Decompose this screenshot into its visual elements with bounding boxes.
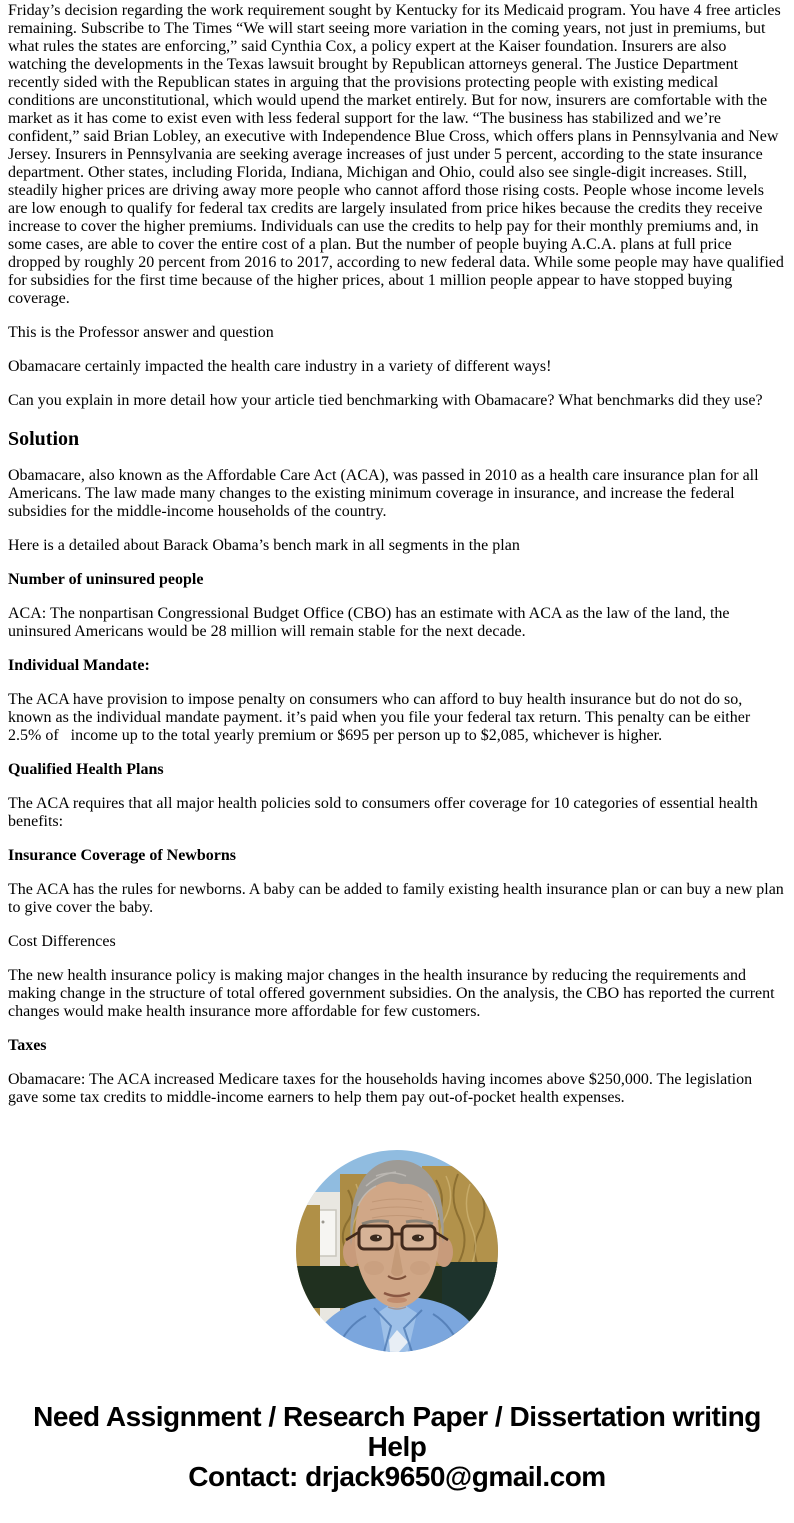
intro-paragraph: Friday’s decision regarding the work requirement sought by Kentucky for its Medicaid program. You have 4 free articles remaining. Subscribe to The Times “We will start seeing more variation in the coming years, not just in premiums, but what rules the states are enforcing,” said Cynthia Cox, a policy expert at the Kaiser foundation. Insurers are also watching the developments in the Texas lawsuit brought by Republican attorneys general. The Justice Department recently sided with the Republican states in arguing that the provisions protecting people with existing medical conditions are unconstitutional, which would upend the market entirely. But for now, insurers are comfortable with the market as it has come to exist even with less federal support for the law. “The business has stabilized and we’re confident,” said Brian Lobley, an executive with Independence Blue Cross, which offers plans in Pennsylvania and New Jersey. Insurers in Pennsylvania are seeking average increases of just under 5 percent, according to the state insurance department. Other states, including Florida, Indiana, Michigan and Ohio, could also see single-digit increases. Still, steadily higher prices are driving away more people who cannot afford those rising costs. People whose income levels are low enough to qualify for federal tax credits are largely insulated from price hikes because the credits they receive increase to cover the higher premiums. Individuals can use the credits to help pay for their monthly premiums and, in some cases, are able to cover the entire cost of a plan. But the number of people buying A.C.A. plans at full price dropped by roughly 20 percent from 2016 to 2017, according to new federal data. While some people may have qualified for subsidies for the first time because of the higher prices, about 1 million people appear to have stopped buying coverage. [8, 2, 784, 307]
author-avatar [8, 1150, 786, 1352]
document-body [8, 2, 786, 1492]
section-body-newborns: The ACA has the rules for newborns. A baby can be added to family existing health insurance plan or can buy a new plan to give cover the baby. [8, 881, 784, 916]
solution-heading: Solution [8, 428, 80, 450]
footer-cta [8, 1402, 786, 1492]
section-heading-qualified-plans: Qualified Health Plans [8, 761, 164, 778]
professor-note: This is the Professor answer and question [8, 324, 274, 341]
section-body-taxes: Obamacare: The ACA increased Medicare taxes for the households having incomes above $250,000. The legislation gave some tax credits to middle-income earners to help them pay out-of-pocket health expenses. [8, 1071, 753, 1106]
section-heading-newborns: Insurance Coverage of Newborns [8, 847, 236, 864]
cta-contact-line: Contact: drjack9650@gmail.com [188, 1461, 606, 1492]
cta-help-line: Need Assignment / Research Paper / Dissertation writing Help [33, 1401, 761, 1462]
question-line: Can you explain in more detail how your article tied benchmarking with Obamacare? What benchmarks did they use? [8, 392, 763, 409]
section-heading-mandate: Individual Mandate: [8, 657, 150, 674]
section-heading-taxes: Taxes [8, 1037, 47, 1054]
benchmark-note: Here is a detailed about Barack Obama’s bench mark in all segments in the plan [8, 537, 520, 554]
section-body-mandate: The ACA have provision to impose penalty on consumers who can afford to buy health insurance but do not do so, known as the individual mandate payment. it’s paid when you file your federal tax return. This penalty can be either 2.5% of income up to the total yearly premium or $695 per person up to $2,085, whichever is higher. [8, 691, 751, 744]
section-heading-cost-differences: Cost Differences [8, 933, 116, 950]
section-body-cost-differences: The new health insurance policy is making major changes in the health insurance by reducing the requirements and making change in the structure of total offered government subsidies. On the analysis, the CBO has reported the current changes would make health insurance more affordable for few customers. [8, 967, 775, 1020]
section-body-qualified-plans: The ACA requires that all major health policies sold to consumers offer coverage for 10 categories of essential health benefits: [8, 795, 758, 830]
section-heading-uninsured: Number of uninsured people [8, 571, 204, 588]
section-body-uninsured: ACA: The nonpartisan Congressional Budget Office (CBO) has an estimate with ACA as the law of the land, the uninsured Americans would be 28 million will remain stable for the next decade. [8, 605, 730, 640]
professor-portrait-image [296, 1150, 498, 1352]
solution-intro: Obamacare, also known as the Affordable Care Act (ACA), was passed in 2010 as a health care insurance plan for all Americans. The law made many changes to the existing minimum coverage in insurance, and increase the federal subsidies for the middle-income households of the country. [8, 467, 759, 520]
impact-note: Obamacare certainly impacted the health care industry in a variety of different ways! [8, 358, 552, 375]
